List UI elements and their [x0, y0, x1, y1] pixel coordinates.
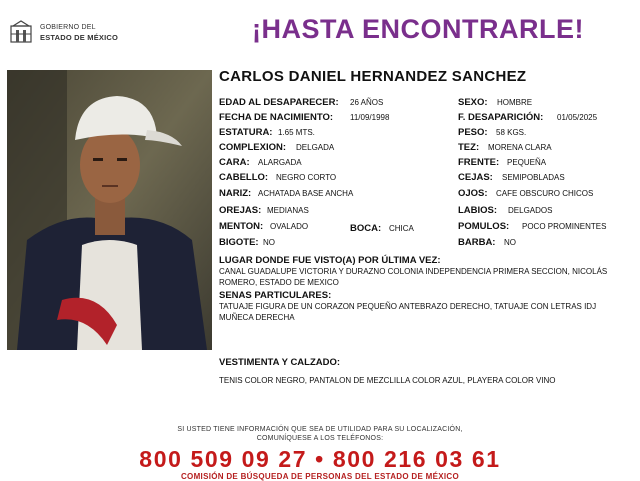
marks-text: TATUAJE FIGURA DE UN CORAZON PEQUEÑO ANTEBRAZO DERECHO, TATUAJE CON LETRAS IDJ MUÑECA DERECHA	[219, 302, 597, 322]
value-sexo: HOMBRE	[497, 98, 533, 107]
value-ojos: CAFE OBSCURO CHICOS	[496, 189, 594, 198]
coat-of-arms-icon	[8, 20, 34, 46]
value-boca: CHICA	[389, 224, 414, 233]
value-cejas: SEMIPOBLADAS	[502, 173, 565, 182]
logo-text-line2: ESTADO DE MÉXICO	[40, 33, 119, 42]
contact-line2: COMUNÍQUESE A LOS TELÉFONOS:	[256, 435, 384, 442]
label-nariz: NARIZ:	[219, 188, 252, 199]
headline: ¡HASTA ENCONTRARLE!	[252, 14, 584, 44]
value-complexion: DELGADA	[296, 143, 335, 152]
marks-label: SENAS PARTICULARES:	[219, 290, 332, 301]
person-photo	[7, 70, 212, 350]
label-orejas: OREJAS:	[219, 205, 262, 216]
value-labios: DELGADOS	[508, 206, 553, 215]
value-peso: 58 KGS.	[496, 128, 527, 137]
logo-text-line1: GOBIERNO DEL	[40, 24, 96, 31]
value-estatura: 1.65 MTS.	[278, 128, 315, 137]
label-desaparicion: F. DESAPARICIÓN:	[458, 112, 544, 123]
state-logo	[8, 20, 138, 50]
value-menton: OVALADO	[270, 222, 309, 231]
value-nariz: ACHATADA BASE ANCHA	[258, 189, 354, 198]
label-boca: BOCA:	[350, 223, 382, 234]
label-menton: MENTON:	[219, 221, 264, 232]
value-orejas: MEDIANAS	[267, 206, 309, 215]
label-pomulos: POMULOS:	[458, 221, 510, 232]
label-complexion: COMPLEXION:	[219, 142, 287, 153]
label-peso: PESO:	[458, 127, 488, 138]
value-cabello: NEGRO CORTO	[276, 173, 337, 182]
agency-name: COMISIÓN DE BÚSQUEDA DE PERSONAS DEL ESTADO DE MÉXICO	[180, 472, 459, 481]
value-desaparicion: 01/05/2025	[557, 113, 598, 122]
label-frente: FRENTE:	[458, 157, 500, 168]
label-cabello: CABELLO:	[219, 172, 269, 183]
phone-numbers: 800 509 09 27 • 800 216 03 61	[139, 446, 501, 472]
clothing-text: TENIS COLOR NEGRO, PANTALON DE MEZCLILLA COLOR AZUL, PLAYERA COLOR VINO	[219, 376, 556, 385]
value-cara: ALARGADA	[258, 158, 302, 167]
value-nacimiento: 11/09/1998	[350, 113, 390, 122]
person-name: CARLOS DANIEL HERNANDEZ SANCHEZ	[219, 68, 527, 85]
value-pomulos: POCO PROMINENTES	[522, 222, 607, 231]
label-estatura: ESTATURA:	[219, 127, 273, 138]
label-ojos: OJOS:	[458, 188, 488, 199]
value-tez: MORENA CLARA	[488, 143, 552, 152]
contact-line1: SI USTED TIENE INFORMACIÓN QUE SEA DE UTILIDAD PARA SU LOCALIZACIÓN,	[177, 426, 463, 433]
value-barba: NO	[504, 238, 516, 247]
value-edad: 26 AÑOS	[350, 98, 384, 107]
value-bigote: NO	[263, 238, 275, 247]
value-frente: PEQUEÑA	[507, 158, 547, 167]
label-barba: BARBA:	[458, 237, 496, 248]
last-seen-text: CANAL GUADALUPE VICTORIA Y DURAZNO COLONIA INDEPENDENCIA PRIMERA SECCION, NICOLÁS ROMERO, ESTADO DE MEXICO	[219, 267, 608, 287]
clothing-label: VESTIMENTA Y CALZADO:	[219, 357, 341, 368]
label-cara: CARA:	[219, 157, 250, 168]
label-sexo: SEXO:	[458, 97, 488, 108]
label-nacimiento: FECHA DE NACIMIENTO:	[219, 112, 333, 123]
label-bigote: BIGOTE:	[219, 237, 259, 248]
label-edad: EDAD AL DESAPARECER:	[219, 97, 339, 108]
label-tez: TEZ:	[458, 142, 480, 153]
label-labios: LABIOS:	[458, 205, 498, 216]
last-seen-label: LUGAR DONDE FUE VISTO(A) POR ÚLTIMA VEZ:	[219, 255, 441, 266]
label-cejas: CEJAS:	[458, 172, 493, 183]
